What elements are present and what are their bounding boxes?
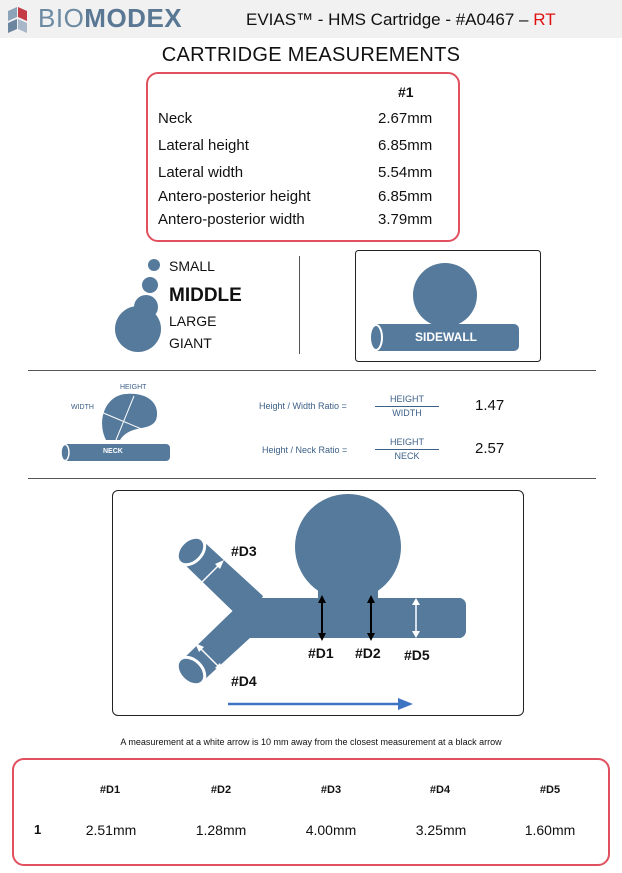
table-cell-d5: 1.60mm — [524, 822, 576, 838]
ratio1-fraction-line — [375, 406, 439, 407]
height-width-ratio-label: Height / Width Ratio = — [259, 401, 347, 411]
diameter-table-box — [12, 758, 610, 866]
table-cell-d3: 4.00mm — [305, 822, 357, 838]
table-header-d4: #D4 — [429, 784, 451, 796]
measurement-label-ap-height: Antero-posterior height — [158, 188, 311, 205]
document-title — [246, 10, 556, 30]
diagram-width-label: WIDTH — [71, 404, 94, 411]
document-title-text: EVIAS™ - HMS Cartridge - #A0467 – — [246, 10, 534, 29]
height-neck-ratio-label: Height / Neck Ratio = — [262, 445, 348, 455]
vertical-divider — [299, 256, 300, 354]
ratio1-numerator: HEIGHT — [389, 394, 424, 404]
d5-label: #D5 — [404, 647, 430, 663]
diagram-neck-label: NECK — [103, 448, 123, 455]
measurement-column-header: #1 — [398, 84, 414, 100]
table-header-d3: #D3 — [320, 784, 342, 796]
size-middle-label: MIDDLE — [169, 285, 242, 306]
d2-label: #D2 — [355, 645, 381, 661]
measurement-value-lateral-height: 6.85mm — [378, 137, 433, 154]
logo-wordmark — [38, 3, 182, 34]
table-cell-d1: 2.51mm — [85, 822, 137, 838]
logo-bold-text: MODEX — [84, 3, 183, 33]
table-header-d1: #D1 — [99, 784, 121, 796]
ratio2-denominator: NECK — [394, 451, 420, 461]
vessel-diameter-diagram — [113, 491, 523, 715]
table-header-d5: #D5 — [539, 784, 561, 796]
size-giant-label: GIANT — [169, 335, 212, 351]
table-cell-d4: 3.25mm — [415, 822, 467, 838]
section-title: CARTRIDGE MEASUREMENTS — [161, 44, 461, 66]
measurement-label-neck: Neck — [158, 110, 193, 127]
measurement-value-ap-width: 3.79mm — [378, 211, 433, 228]
measurement-label-lateral-width: Lateral width — [158, 164, 244, 181]
table-cell-d2: 1.28mm — [195, 822, 247, 838]
d1-label: #D1 — [308, 645, 334, 661]
measurement-label-lateral-height: Lateral height — [158, 137, 249, 154]
diagram-height-label: HEIGHT — [120, 384, 147, 391]
ratio2-numerator: HEIGHT — [389, 437, 424, 447]
d3-label: #D3 — [231, 543, 257, 559]
divider-bottom — [28, 478, 596, 479]
measurement-label-ap-width: Antero-posterior width — [158, 211, 305, 228]
sidewall-label: SIDEWALL — [415, 330, 477, 344]
height-neck-ratio-value: 2.57 — [475, 440, 505, 457]
aneurysm-size-circles-icon — [110, 255, 166, 355]
table-row-label: 1 — [34, 822, 42, 837]
measurement-value-lateral-width: 5.54mm — [378, 164, 433, 181]
measurement-footnote: A measurement at a white arrow is 10 mm away from the closest measurement at a black arrow — [120, 737, 502, 747]
logo-light-text: BIO — [38, 3, 85, 33]
biomodex-logo-icon — [8, 7, 36, 33]
side-indicator: RT — [533, 10, 556, 29]
measurement-value-ap-height: 6.85mm — [378, 188, 433, 205]
d4-label: #D4 — [231, 673, 257, 689]
measurement-value-neck: 2.67mm — [378, 110, 433, 127]
size-small-label: SMALL — [169, 258, 215, 274]
height-width-ratio-value: 1.47 — [475, 397, 505, 414]
ratio2-fraction-line — [375, 449, 439, 450]
sidewall-diagram — [355, 250, 541, 362]
divider-top — [28, 370, 596, 371]
ratio1-denominator: WIDTH — [392, 408, 422, 418]
table-header-d2: #D2 — [210, 784, 232, 796]
size-large-label: LARGE — [169, 313, 217, 329]
